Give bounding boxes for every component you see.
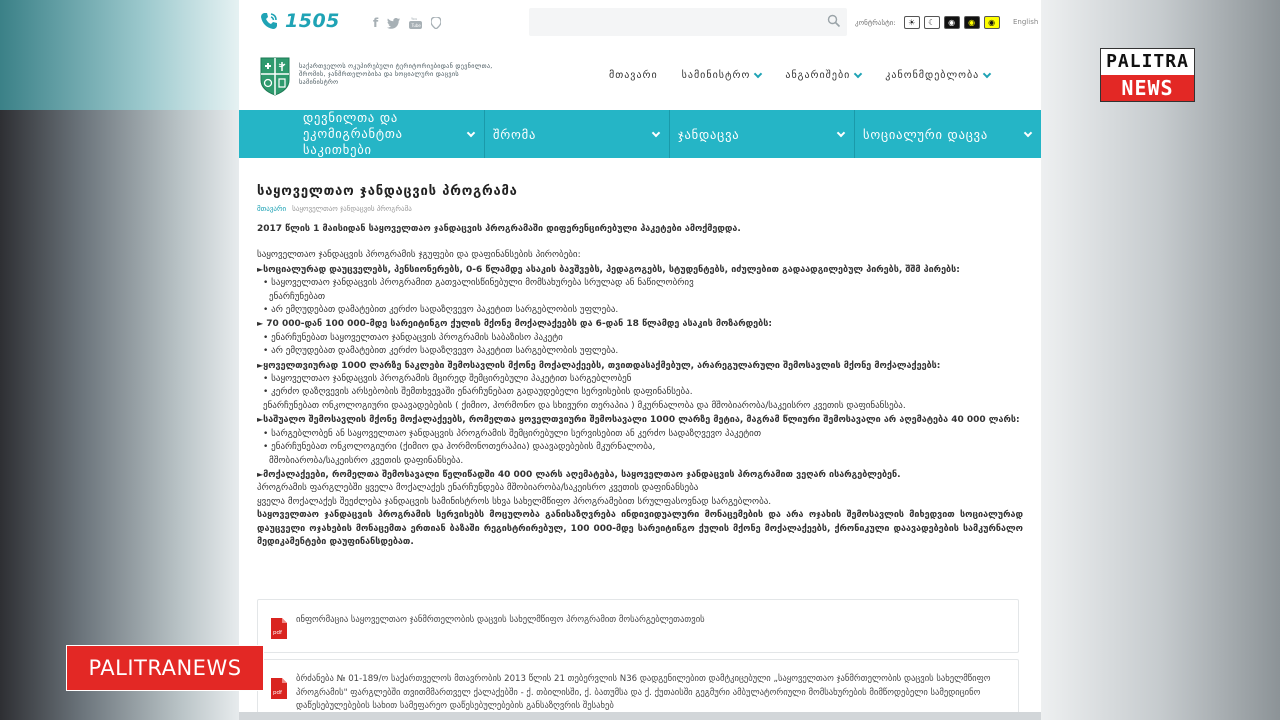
svg-text:You: You [411,17,418,21]
main-nav [609,70,990,81]
group-2-bullet-1-text: ენარჩუნებათ საყოველთაო ჯანდაცვის პროგრამის საბაზისო პაკეტი [271,332,563,343]
pdf-icon [271,678,287,699]
chevron-down-icon [1024,129,1032,137]
category-idp[interactable] [239,110,485,158]
background-left-teal [0,0,240,110]
group-3-bullet-continued: ენარჩუნებათ ონკოლოგიური დაავადებების ( ქიმიო, ჰორმონო და სხივური თერაპია ) მკურნალობა და მშობიარობა/საკეისრო კვეთის დაფინანსება. [263,400,906,411]
contrast-dark-button[interactable]: ☾ [924,16,940,29]
category-healthcare[interactable] [670,110,855,158]
category-labour-label: შრომა [493,126,537,142]
group-2-bullet-2-text: არ ემღუდებათ დამატებით კერძო სადაზღვევო პაკეტით სარგებლობის უფლება. [271,346,619,357]
ministry-name: საქართველოს ოკუპირებული ტერიტორიებიდან დევნილთა, შრომის, ჯანმრთელობისა და სოციალური დაცვის სამინისტრო [299,63,493,86]
chevron-down-icon [652,129,660,137]
web-page [239,0,1041,720]
note-1: პროგრამის ფარგლებში ყველა მოქალაქეს ენარჩუნდება მშობიარობა/საკეისრო კვეთის დაფინანსება [257,483,699,494]
group-1-title: ►სოციალურად დაუცველებს, პენსიონერებს, 0-6 წლამდე ასაკის ბავშვებს, პედაგოგებს, სტუდენტებს, იძულებით გადაადგილებულ პირებს, შშმ პირებს: [257,264,960,275]
nav-legislation[interactable] [885,70,990,81]
group-3-bullet-1-text: საყოველთაო ჯანდაცვის პროგრამის მცირედ შემცირებული პაკეტით სარგებლობენ [271,374,632,385]
group-4-bullet: • სარგებლობენ ან საყოველთაო ჯანდაცვის პროგრამის შემცირებული სერვისებით ან კერძო სადაზღვევო პაკეტით [263,428,762,439]
contrast-label: კონტრასტი: [855,18,896,27]
chevron-down-icon [837,129,845,137]
nav-reports-label: ანგარიშები [785,70,851,81]
chevron-down-icon [467,129,475,137]
group-3-bullet: • კერძო დაზღვევის არსებობის შემთხვევაში ენარჩუნებათ გადაუდებელი სერვისების დაფინანსება. [263,387,693,398]
group-2-title: ► 70 000-დან 100 000-მდე სარეიტინგო ქულის მქონე მოქალაქეებს და 6-დან 18 წლამდე ასაკის მოზარდებს: [257,319,772,330]
background-left [0,0,240,720]
breadcrumb-home[interactable]: მთავარი [257,205,287,213]
group-3-bullet-2-text: კერძო დაზღვევის არსებობის შემთხვევაში ენარჩუნებათ გადაუდებელი სერვისების დაფინანსება. [271,387,693,398]
svg-text:Tube: Tube [411,23,422,28]
document-title: ბრძანება № 01-189/ო საქართველოს მთავრობის 2013 წლის 21 თებერვლის N36 დადგენილებით დამტკიცებული „საყოველთაო ჯანმრთელობის დაცვის სახელმწიფო პროგრამის" ფარგლებში თვითმმართველ ქალაქებში - ქ. თბილისში, ქ. ბათუმსა და ქ. ქუთაისში გეგმური ამბულატორიული მომსახურების მიმწოდებელი სამედიცინო დაწესებულებების სახით სამეფარეო დაწესებულებების განსაზღვრის შესახებ [296,674,991,711]
group-1-bullet-1-text: საყოველთაო ჯანდაცვის პროგრამით გათვალისწინებული მომსახურება სრულად ან ნაწილობრივ [271,278,694,289]
final-paragraph: საყოველთაო ჯანდაცვის პროგრამის სერვისებს მოცულობა განისაზღვრება ინდივიდუალური მონაცემების და არა ოჯახის შემოსავლის მიხედვით სოციალურად დაუცველი ოჯახების მონაცემთა ერთიან ბაზაში რეგისტრირებულ, 100 000-მდე სარეიტინგო ქულის მქონე მოქალაქეებს, ქრონიკული დაავადებების სამკურნალო მედიკამენტები დაუფინანსდებათ. [257,510,1023,547]
language-switch[interactable]: English [1013,18,1039,26]
chevron-down-icon [854,69,862,77]
chevron-down-icon [754,69,762,77]
site-header [239,46,1041,110]
search-icon[interactable] [827,14,841,28]
contrast-normal-button[interactable]: ☀ [904,16,920,29]
groups-heading: საყოველთაო ჯანდაცვის პროგრამის ჯგუფები და დაფინანსების პირობები: [257,250,581,261]
group-1-title-text: სოციალურად დაუცველებს, პენსიონერებს, 0-6 წლამდე ასაკის ბავშვებს, პედაგოგებს, სტუდენტებს, იძულებით გადაადგილებულ პირებს, შშმ პირებს: [263,264,960,275]
palitra-news-logo-line2: NEWS [1101,75,1194,101]
article-body [257,223,1023,549]
group-1-bullet: • არ ემღუდებათ დამატებით კერძო სადაზღვევო პაკეტით სარგებლობის უფლება. [263,305,619,316]
group-3-title-text: ყოველთვიურად 1000 ლარზე ნაკლები შემოსავლის მქონე მოქალაქეებს, თვითდასაქმებულ, არარეგულარული შემოსავლის მქონე მოქალაქეებს: [263,360,941,371]
nav-legislation-label: კანონმდებლობა [885,70,980,81]
hotline-number: 1505 [285,10,340,32]
ministry-logo[interactable] [259,56,291,96]
svg-text:pdf: pdf [273,690,282,696]
group-2-title-text: 70 000-დან 100 000-მდე სარეიტინგო ქულის მქონე მოქალაქეებს და 6-დან 18 წლამდე ასაკის მოზარდებს: [266,319,772,330]
group-5-title: ►მოქალაქეები, რომელთა შემოსავალი წელიწადში 40 000 ლარს აღემატება, საყოველთაო ჯანდაცვის პროგრამით ვეღარ ისარგებლებენ. [257,469,901,480]
nav-ministry[interactable] [682,70,762,81]
group-4-title: ►საშუალო შემოსავლის მქონე მოქალაქეებს, რომელთა ყოველთვიური შემოსავალი 1000 ლარზე მეტია, მაგრამ წლიური შემოსავალი არ აღემატება 40 000 ლარს: [257,415,1020,426]
document-link[interactable] [257,659,1019,720]
hotline[interactable] [259,10,340,32]
category-labour[interactable] [485,110,670,158]
category-healthcare-label: ჯანდაცვა [678,126,740,142]
social-links [373,16,441,30]
nav-ministry-label: სამინისტრო [681,70,751,81]
group-4-bullet-continued: მშობიარობა/საკეისრო კვეთის დაფინანსება. [269,455,464,466]
top-bar [239,0,1041,46]
group-2-bullet: • ენარჩუნებათ საყოველთაო ჯანდაცვის პროგრამის საბაზისო პაკეტი [263,332,563,343]
contrast-inverse-eye-button[interactable]: ◉ [984,16,1000,29]
group-1-bullet-2-text: არ ემღუდებათ დამატებით კერძო სადაზღვევო პაკეტით სარგებლობის უფლება. [271,305,619,316]
palitra-news-logo [1100,48,1195,102]
contrast-switcher [855,16,1000,29]
page-title: საყოველთაო ჯანდაცვის პროგრამა [257,184,518,199]
contrast-eye-button[interactable]: ◉ [944,16,960,29]
chevron-down-icon [983,69,991,77]
note-2: ყველა მოქალაქეს შეეძლება ჯანდაცვის სამინისტროს სხვა სახელმწიფო პროგრამებით სრულფასოვნად სარგებლობა. [257,496,772,507]
pdf-icon [271,618,287,639]
group-3-bullet: • საყოველთაო ჯანდაცვის პროგრამის მცირედ შემცირებული პაკეტით სარგებლობენ [263,374,632,385]
phone-icon [259,11,279,31]
group-3-title: ►ყოველთვიურად 1000 ლარზე ნაკლები შემოსავლის მქონე მოქალაქეებს, თვითდასაქმებულ, არარეგულარული შემოსავლის მქონე მოქალაქეებს: [257,360,941,371]
group-4-title-text: საშუალო შემოსავლის მქონე მოქალაქეებს, რომელთა ყოველთვიური შემოსავალი 1000 ლარზე მეტია, მაგრამ წლიური შემოსავალი არ აღემატება 40 000 ლარს: [263,415,1020,426]
article-intro: 2017 წლის 1 მაისიდან საყოველთაო ჯანდაცვის პროგრამაში დიფერენცირებული პაკეტები ამოქმედდა. [257,224,741,234]
youtube-icon[interactable] [409,17,422,29]
category-bar [239,110,1041,158]
category-idp-label: დევნილთა და ეკომიგრანტთა საკითხები [303,110,403,157]
category-social-label: სოციალური დაცვა [863,126,989,142]
palitra-news-watermark: PALITRANEWS [66,645,264,691]
breadcrumb [257,205,1023,213]
horizontal-scrollbar[interactable] [239,712,1041,720]
nav-reports[interactable] [785,70,861,81]
main-content [257,184,1023,549]
document-link[interactable] [257,599,1019,653]
facebook-icon[interactable]: f [373,16,379,30]
category-social[interactable] [855,110,1041,158]
group-5-title-text: მოქალაქეები, რომელთა შემოსავალი წელიწადში 40 000 ლარს აღემატება, საყოველთაო ჯანდაცვის პროგრამით ვეღარ ისარგებლებენ. [263,469,901,480]
twitter-icon[interactable] [387,18,400,29]
breadcrumb-current: საყოველთაო ჯანდაცვის პროგრამა [292,205,412,213]
group-4-bullet-2-text: ენარჩუნებათ ონკოლოგიური (ქიმიო და ჰორმონოთერაპია) დაავადებების მკურნალობა, [271,442,656,453]
group-1-bullet: • საყოველთაო ჯანდაცვის პროგრამით გათვალისწინებული მომსახურება სრულად ან ნაწილობრივ [263,278,694,289]
nav-home[interactable] [609,70,658,81]
contrast-yellow-eye-button[interactable]: ◉ [964,16,980,29]
group-4-bullet: • ენარჩუნებათ ონკოლოგიური (ქიმიო და ჰორმონოთერაპია) დაავადებების მკურნალობა, [263,442,656,453]
palitra-news-logo-line1: PALITRA [1106,51,1189,72]
nav-home-label: მთავარი [609,70,658,81]
document-title: ინფორმაცია საყოველთაო ჯანმრთელობის დაცვის სახელმწიფო პროგრამით მოსარგებლეთათვის [296,615,705,625]
svg-text:pdf: pdf [273,630,282,636]
group-1-bullet-continued: ენარჩუნებათ [269,291,326,302]
location-icon[interactable] [431,17,441,29]
background-right [1040,0,1280,720]
group-2-bullet: • არ ემღუდებათ დამატებით კერძო სადაზღვევო პაკეტით სარგებლობის უფლება. [263,346,619,357]
search-input[interactable] [529,8,847,36]
group-4-bullet-1-text: სარგებლობენ ან საყოველთაო ჯანდაცვის პროგრამის შემცირებული სერვისებით ან კერძო სადაზღვევო პაკეტით [271,428,762,439]
